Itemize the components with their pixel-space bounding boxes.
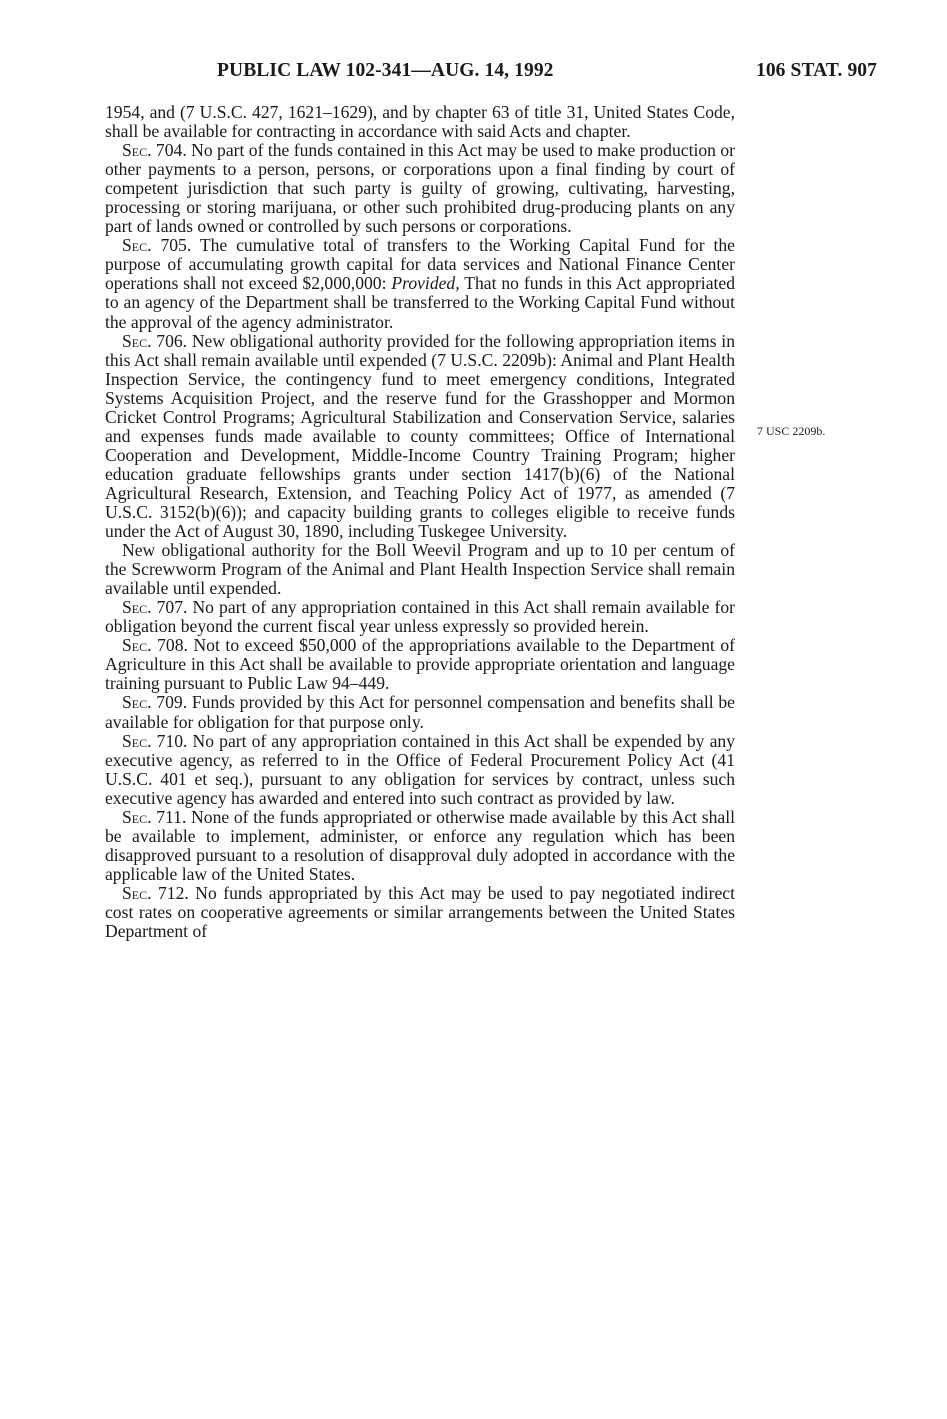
- stat-page-number: 106 STAT. 907: [755, 60, 877, 81]
- margin-citation-note: 7 USC 2209b.: [757, 424, 826, 438]
- section-704: Sec. 704. No part of the funds contained in this Act may be used to make production or other payments to a person, persons, or corporations upon a final finding by court of competent jurisdiction that such party is guilty of growing, cultivating, harvesting, processing or storing marijuana, or other such prohibited drug-producing plants on any part of lands owned or controlled by such persons or corporations.: [105, 140, 735, 237]
- running-header: [105, 60, 877, 86]
- section-711: Sec. 711. None of the funds appropriated or otherwise made available by this Act shall be available to implement, administer, or enforce any regulation which has been disapproved pursuant to a resolution of disapproval duly adopted in accordance with the applicable law of the United States.: [105, 806, 735, 884]
- law-text-body: [105, 103, 735, 941]
- header-title: PUBLIC LAW 102-341—AUG. 14, 1992: [217, 60, 554, 81]
- section-705: Sec. 705. The cumulative total of transfers to the Working Capital Fund for the purpose of accumulating growth capital for data services and National Finance Center operations shall not exceed $2,000,000: Provided, That no funds in this Act appropriated to an agency of the Department shall be transferred to the Working Capital Fund without the approval of the agency administrator.: [105, 235, 735, 332]
- paragraph-continuation: 1954, and (7 U.S.C. 427, 1621–1629), and by chapter 63 of title 31, United States Code, shall be available for contracting in accordance with said Acts and chapter.: [105, 102, 735, 142]
- section-706-continued: New obligational authority for the Boll Weevil Program and up to 10 per centum of the Screwworm Program of the Animal and Plant Health Inspection Service shall remain available until expended.: [105, 540, 735, 599]
- section-709: Sec. 709. Funds provided by this Act for personnel compensation and benefits shall be available for obligation for that purpose only.: [105, 692, 735, 732]
- section-710: Sec. 710. No part of any appropriation contained in this Act shall be expended by any executive agency, as referred to in the Office of Federal Procurement Policy Act (41 U.S.C. 401 et seq.), pursuant to any obligation for services by contract, unless such executive agency has awarded and entered into such contract as provided by law.: [105, 730, 735, 808]
- section-706: Sec. 706. New obligational authority provided for the following appropriation items in this Act shall remain available until expended (7 U.S.C. 2209b): Animal and Plant Health Inspection Service, the contingency fund to meet emergency conditions, Integrated Systems Acquisition Project, and the reserve fund for the Grasshopper and Mormon Cricket Control Programs; Agricultural Stabilization and Conservation Service, salaries and expenses funds made available to county committees; Office of International Cooperation and Development, Middle-Income Country Training Program; higher education graduate fellowships grants under section 1417(b)(6) of the National Agricultural Research, Extension, and Teaching Policy Act of 1977, as amended (7 U.S.C. 3152(b)(6)); and capacity building grants to colleges eligible to receive funds under the Act of August 30, 1890, including Tuskegee University.: [105, 330, 735, 542]
- section-708: Sec. 708. Not to exceed $50,000 of the appropriations available to the Department of Agriculture in this Act shall be available to provide appropriate orientation and language training pursuant to Public Law 94–449.: [105, 635, 735, 694]
- section-707: Sec. 707. No part of any appropriation contained in this Act shall remain available for obligation beyond the current fiscal year unless expressly so provided herein.: [105, 597, 735, 637]
- section-712: Sec. 712. No funds appropriated by this Act may be used to pay negotiated indirect cost rates on cooperative agreements or similar arrangements between the United States Department of: [105, 882, 735, 942]
